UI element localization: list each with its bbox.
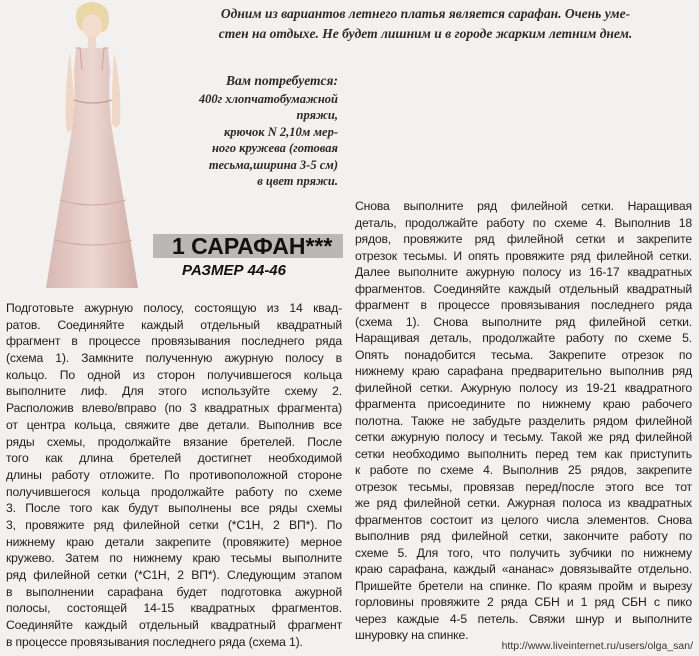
text-line: нижнему краю сарафана предварительно выполнив ряд <box>355 364 692 378</box>
text-line: Снова выполните ряд филейной сетки. Наращивая <box>355 199 692 213</box>
text-line: Соединяйте каждый отдельный квадратный фрагмент <box>6 618 342 633</box>
text-line: ратов. Соединяйте каждый отдельный квадратный <box>6 317 342 332</box>
text-line: фрагментов состоит из целого числа элементов. Снова <box>355 512 692 527</box>
text-line: Пришейте бретели на спинке. По краям пройм и вырезу <box>355 578 692 593</box>
materials-line: в цвет пряжи. <box>257 174 338 189</box>
text-line: получившегося кольца продолжайте работу по схеме <box>6 484 342 499</box>
pattern-title: 1 САРАФАН*** <box>172 233 333 259</box>
text-line: Расположив влево/вправо (по 3 квадратных фрагмента) <box>6 401 342 416</box>
model-photo <box>30 0 150 292</box>
text-line: фрагмента присоедините по нижнему краю рабочего <box>355 397 692 411</box>
text-line: шнуровку на спинке. <box>355 628 469 642</box>
text-line: ряды схемы, продолжайте вязание бретелей. После <box>6 434 342 449</box>
text-line: же ряд филейной сетки. Ажурная полоса из квадратных <box>355 496 692 510</box>
left-column-text <box>6 300 342 650</box>
text-line: сетки необходимо выполнить перед тем как приступить <box>355 446 692 461</box>
source-watermark: http://www.liveinternet.ru/users/olga_san/ <box>501 640 693 652</box>
text-line: краю сарафана, каждый «ананас» довязывайте отдельно. <box>355 562 692 576</box>
pattern-size: РАЗМЕР 44-46 <box>182 262 286 279</box>
materials-line: пряжи, <box>296 108 338 123</box>
text-line: горловины провяжите 2 ряда СБН и 1 ряд СБН с пико <box>355 595 692 609</box>
text-line: отрезок тесьмы. И опять провяжите ряд филейной сетки. <box>355 248 692 263</box>
text-line: выполните лиф. Для этого используйте схему 2. <box>6 384 342 399</box>
text-line: в выполнении сарафана будет подготовка ажурной <box>6 584 342 599</box>
text-line: фрагментов. Соединяйте каждый отдельный квадратный <box>355 281 692 296</box>
text-line: Далее выполните ажурную полосу из 16-17 квадратных <box>355 265 692 279</box>
text-line: от центра кольца, свяжите две детали. Выполнив все <box>6 417 342 432</box>
materials-heading: Вам потребуется: <box>225 73 338 88</box>
text-line: Наращивая деталь, продолжайте работу по схеме 5. <box>355 331 692 345</box>
text-line: ряд филейной сетки (*С1Н, 2 ВП*). Следующим этапом <box>6 568 342 582</box>
text-line: (схема 1). Замкните полученную ажурную полосу в <box>6 351 342 366</box>
intro-line: стен на отдыхе. Не будет лишним и в городе жарким летним днем. <box>218 26 633 41</box>
text-line: выполнив ряд филейной сетки, закончите работу по <box>355 529 692 543</box>
right-column-text <box>355 198 692 644</box>
text-line: полосы, состоящей 14-15 квадратных фрагментов. <box>6 601 342 616</box>
text-line: полотна. Также не забудьте разделить рядом филейной <box>355 413 692 428</box>
intro-line: Одним из вариантов летнего платья является сарафан. Очень уме- <box>220 6 631 21</box>
text-line: фрагмент в процессе провязывания последнего ряда <box>355 298 692 312</box>
materials-line: 400г хлопчатобумажной <box>198 92 338 106</box>
text-line: через каждые 4-5 петель. Свяжи шнур и выполните <box>355 611 692 626</box>
text-line: в процессе провязывания последнего ряда (схема 1). <box>6 634 303 649</box>
text-line: нижнему краю детали закрепите (провяжите) мерное <box>6 534 342 549</box>
text-line: 3. После того как будут выполнены все ряды схемы <box>6 501 342 516</box>
text-line: схеме 5. Для того, что получить зубчики по нижнему <box>355 545 692 560</box>
text-line: филейной сетки. Ажурную полосу из 19-21 квадратного <box>355 380 692 395</box>
text-line: 3, провяжите ряд филейной сетки (*С1Н, 2 ВП*). По <box>6 517 342 532</box>
intro-text <box>168 4 683 44</box>
materials-line: ного кружева (готовая <box>211 141 338 156</box>
text-line: отрезок тесьмы, провязав перед/после этого все тот <box>355 479 692 494</box>
text-line: кольцо. По одной из сторон получившегося кольца <box>6 367 342 382</box>
text-line: деталь, продолжайте работу по схеме 4. Выполнив 18 <box>355 215 692 230</box>
text-line: к работе по схеме 4. Выполнив 25 рядов, закрепите <box>355 463 692 477</box>
materials-block <box>150 72 338 189</box>
text-line: длины работу отложите. По противоположной стороне <box>6 467 342 482</box>
materials-line: тесьма,ширина 3-5 см) <box>208 157 338 172</box>
text-line: того как длина бретелей достигнет необходимой <box>6 451 342 466</box>
text-line: (схема 1). Снова выполните ряд филейной сетки. <box>355 314 692 329</box>
text-line: рядов, провяжите ряд филейной сетки и закрепите <box>355 232 692 246</box>
text-line: Опять понадобится тесьма. Закрепите отрезок по <box>355 347 692 362</box>
text-line: фрагмент в процессе провязывания последнего ряда <box>6 334 342 349</box>
materials-line: крючок N 2,10м мер- <box>223 124 338 139</box>
text-line: сетки ажурную полосу и тесьму. Такой же ряд филейной <box>355 430 692 444</box>
text-line: Подготовьте ажурную полосу, состоящую из 14 квад- <box>6 301 342 315</box>
text-line: кружево. Затем по нижнему краю тесьмы выполните <box>6 551 342 566</box>
